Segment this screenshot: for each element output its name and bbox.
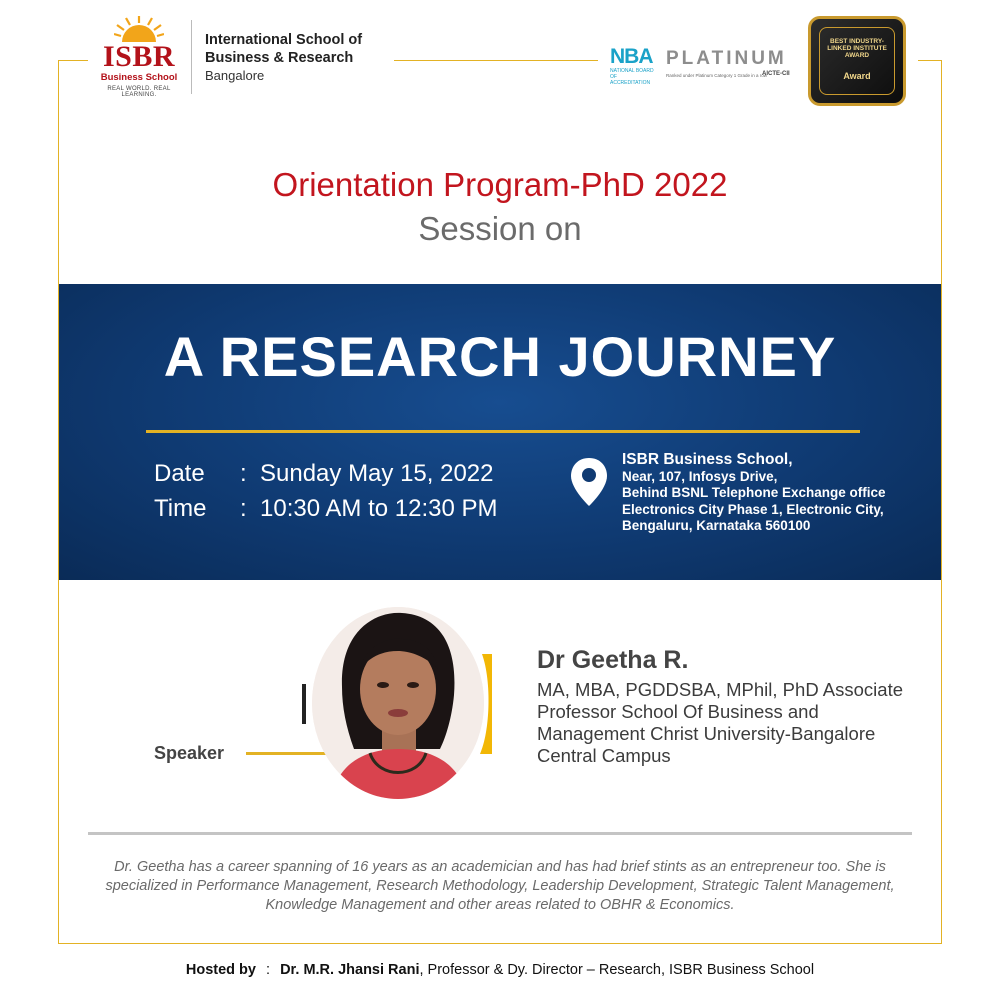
speaker-name: Dr Geetha R. [537, 646, 689, 674]
logo-wordmark: ISBR [102, 40, 176, 73]
gold-divider [146, 430, 860, 433]
date-value: Sunday May 15, 2022 [260, 460, 494, 487]
host-role: , Professor & Dy. Director – Research, ISBR Business School [419, 962, 815, 978]
school-name [205, 31, 405, 85]
award-text: BEST INDUSTRY-LINKED INSTITUTE AWARD [827, 38, 887, 59]
speaker-bio: Dr. Geetha has a career spanning of 16 years as an academician and has had brief stints as an entrepreneur too. She is specialized in Performance Management, Research Methodology, Leadership Development, Strategic Talent Management, Knowledge Management and other areas related to OBHR & Economics. [105, 859, 895, 913]
isbr-logo [96, 16, 182, 98]
location-pin-icon [569, 456, 609, 508]
address-line: Bengaluru, Karnataka 560100 [622, 518, 811, 533]
aicte-label: AICTE-CII [762, 71, 790, 77]
award-label: Award [843, 71, 871, 81]
platinum-word: PLATINUM [666, 48, 787, 69]
logo-tagline: REAL WORLD. REAL LEARNING. [107, 86, 171, 98]
school-name-line1: International School of [205, 32, 363, 48]
speaker-credentials: MA, MBA, PGDDSBA, MPhil, PhD Associate Professor School Of Business and Management Christ University-Bangalore Central Campus [537, 679, 903, 766]
school-name-line2: Business & Research [205, 50, 354, 66]
logo-subtitle: Business School [100, 72, 178, 83]
footer-host [0, 962, 1000, 978]
school-city: Bangalore [205, 68, 265, 83]
hosted-separator: : [266, 962, 271, 978]
address-line: Near, 107, Infosys Drive, [622, 468, 778, 484]
laurel-award-icon [819, 27, 895, 95]
venue-name: ISBR Business School, [622, 451, 793, 468]
platinum-subtitle: Ranked under Platinum Category 1 Grade in a row [666, 73, 768, 78]
nba-badge [610, 46, 656, 84]
nba-mark: NBA [610, 45, 653, 68]
time-separator: : [240, 495, 247, 522]
section-divider [88, 832, 912, 835]
speaker-photo [312, 607, 484, 799]
address-line: Electronics City Phase 1, Electronic City, [622, 501, 884, 517]
hosted-label: Hosted by [185, 962, 256, 978]
host-name: Dr. M.R. Jhansi Rani [280, 962, 420, 978]
event-headline: A RESEARCH JOURNEY [163, 325, 837, 388]
program-title: Orientation Program-PhD 2022 [272, 166, 728, 203]
time-value: 10:30 AM to 12:30 PM [260, 495, 498, 522]
award-badge [808, 16, 906, 106]
venue-address [622, 452, 922, 535]
date-separator: : [240, 460, 247, 487]
time-label: Time [154, 495, 207, 522]
nba-subtitle: NATIONAL BOARD OF ACCREDITATION [610, 68, 654, 86]
logo-divider [191, 20, 192, 94]
date-label: Date [154, 460, 205, 487]
speaker-label: Speaker [154, 743, 225, 763]
address-line: Behind BSNL Telephone Exchange office [622, 485, 886, 500]
session-label: Session on [418, 210, 582, 247]
sun-rays-icon [114, 16, 164, 42]
speaker-portrait [312, 607, 484, 799]
